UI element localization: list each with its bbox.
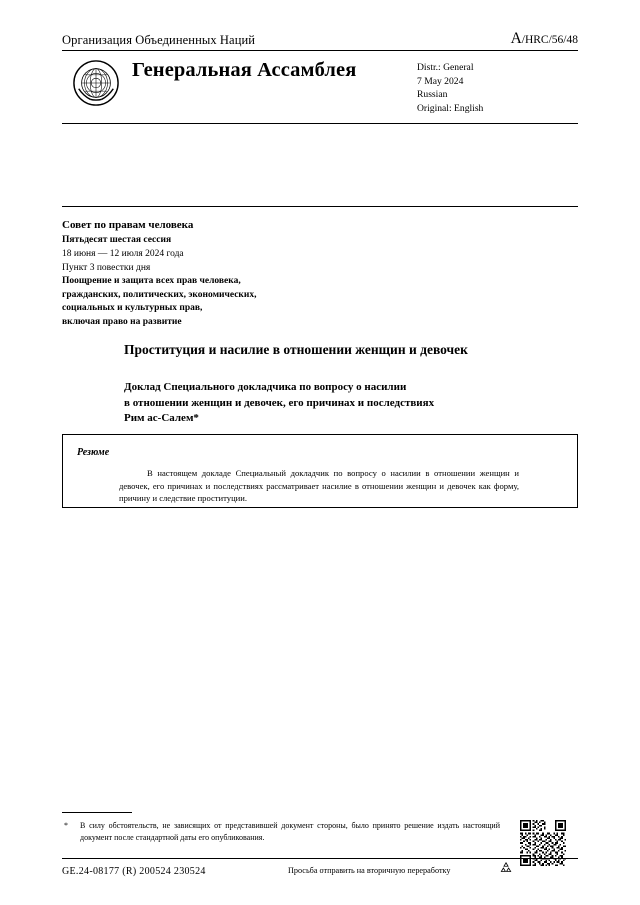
agenda-text-line-1: Поощрение и защита всех прав человека, <box>62 276 241 286</box>
distribution-line-3: Russian <box>417 89 448 100</box>
organization-name: Организация Объединенных Наций <box>62 33 256 47</box>
agenda-text-line-4: включая право на развитие <box>62 316 182 327</box>
summary-box <box>62 434 578 508</box>
distribution-line-2: 7 May 2024 <box>417 75 464 87</box>
document-symbol-prefix: A <box>510 30 522 47</box>
footnote <box>64 820 500 844</box>
distribution-line-1: Distr.: General <box>417 62 474 73</box>
agenda-text-line-3: социальных и культурных прав, <box>62 303 203 313</box>
recycle-note: Просьба отправить на вторичную переработку <box>288 866 451 875</box>
council-session-block <box>62 218 578 329</box>
masthead-title-row <box>62 51 578 123</box>
report-title: Проституция и насилие в отношении женщин и девочек <box>124 342 468 357</box>
distribution-block <box>417 61 483 115</box>
masthead <box>62 30 578 124</box>
summary-text: В настоящем докладе Специальный докладчик по вопросу о насилии в отношении женщин и девочек, его причинах и последствиях рассматривает насилие в отношении женщин и девочек как форму, причину и следствие проституции. <box>119 468 519 504</box>
masthead-bottom-rule <box>62 123 578 124</box>
document-symbol-rest: /HRC/56/48 <box>521 34 578 46</box>
organization-row <box>62 30 578 50</box>
council-name: Совет по правам человека <box>62 219 194 231</box>
footer-rule <box>62 858 578 859</box>
report-subtitle <box>124 380 578 427</box>
footnote-marker: * <box>64 821 68 830</box>
summary-label: Резюме <box>77 447 110 458</box>
agenda-text-line-2: гражданских, политических, экономических, <box>62 289 257 300</box>
document-symbol <box>511 30 578 48</box>
agenda-item: Пункт 3 повестки дня <box>62 263 151 273</box>
footnote-text: В силу обстоятельств, не зависящих от представившей документ стороны, было принято решение издать настоящий документ после стандартной даты его опубликования. <box>80 821 500 842</box>
qr-code-icon <box>520 820 566 866</box>
report-subtitle-line-1: Доклад Специального докладчика по вопросу о насилии <box>124 381 407 393</box>
report-author: Рим ас-Салем* <box>124 412 199 424</box>
council-session: Пятьдесят шестая сессия <box>62 235 172 245</box>
footnote-rule <box>62 812 132 813</box>
report-subtitle-line-2: в отношении женщин и девочек, его причинах и последствиях <box>124 396 435 409</box>
recycle-icon <box>498 861 514 875</box>
job-number: GE.24-08177 (R) 200524 230524 <box>62 866 206 877</box>
council-dates: 18 июня — 12 июля 2024 года <box>62 249 184 259</box>
distribution-line-4: Original: English <box>417 102 484 114</box>
section-separator-rule <box>62 206 578 207</box>
un-emblem-icon <box>72 59 120 107</box>
general-assembly-title: Генеральная Ассамблея <box>132 59 357 81</box>
